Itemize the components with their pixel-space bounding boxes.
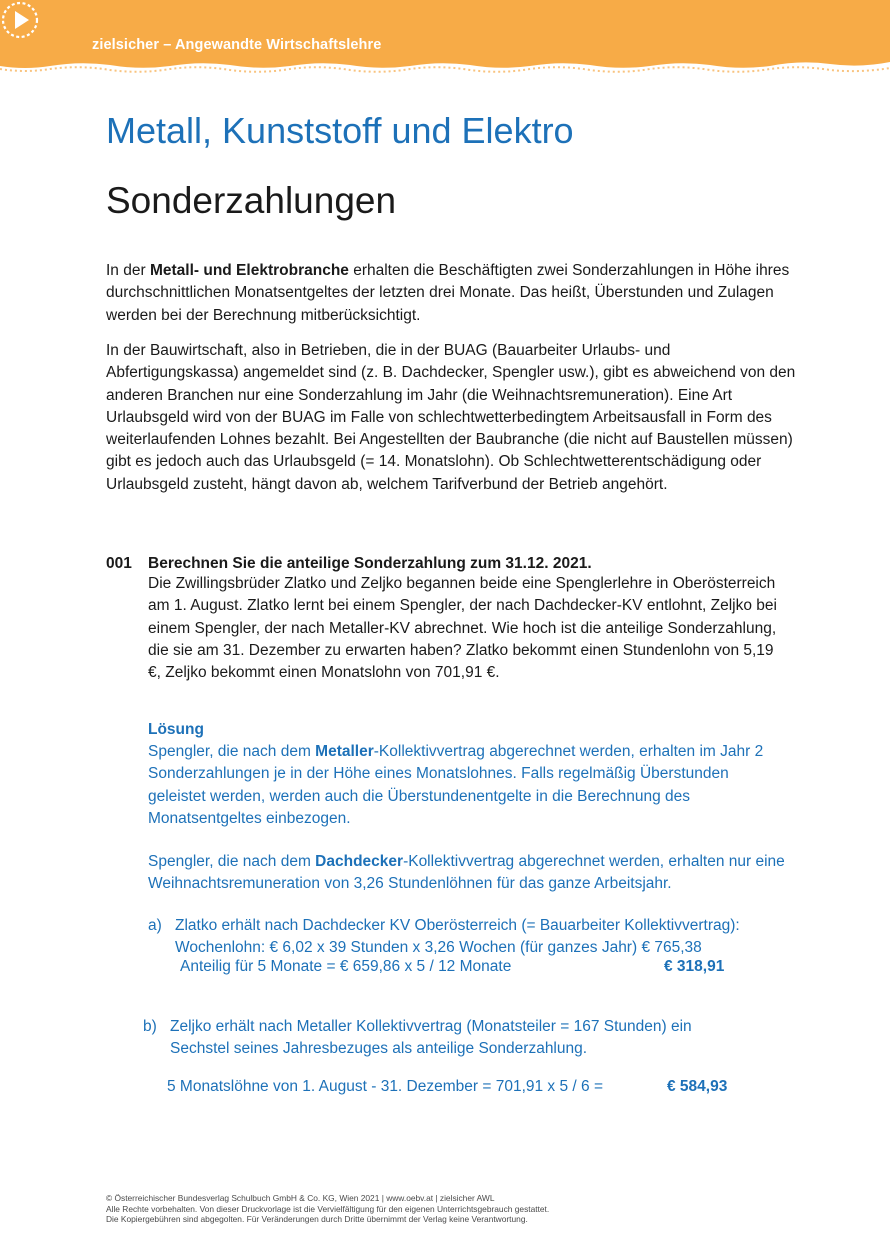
result-a: € 318,91 bbox=[664, 958, 725, 975]
solution-item-b: b) Zeljko erhält nach Metaller Kollektivvertrag (Monatsteiler = 167 Stunden) ein Sechstel seines Jahresbezuges als anteilige Sonderzahlung. bbox=[143, 1018, 692, 1058]
solution-paragraph-1: Spengler, die nach dem Metaller-Kollektivvertrag abgerechnet werden, erhalten im Jahr 2 Sonderzahlungen je in der Höhe eines Monatslohnes. Falls regelmäßig Überstunden geleistet werden, werden auch die Überstundenentgelte in die Berechnung des Monatsentgeltes einbezogen. bbox=[148, 743, 764, 827]
solution-item-a: a) Zlatko erhält nach Dachdecker KV Oberösterreich (= Bauarbeiter Kollektivvertrag): Wochenlohn: € 6,02 x 39 Stunden x 3,26 Wochen (für ganzes Jahr) € 765,38 bbox=[148, 917, 740, 957]
solution-heading: Lösung bbox=[148, 721, 204, 738]
calc-a: Anteilig für 5 Monate = € 659,86 x 5 / 12 Monate bbox=[180, 958, 512, 975]
play-circle-icon bbox=[0, 0, 40, 40]
header-banner bbox=[0, 0, 890, 82]
solution-paragraph-2: Spengler, die nach dem Dachdecker-Kollektivvertrag abgerechnet werden, erhalten nur eine Weihnachtsremuneration von 3,26 Stundenlöhnen für das ganze Arbeitsjahr. bbox=[148, 853, 785, 893]
item-label: b) bbox=[143, 1018, 157, 1035]
page-title: Metall, Kunststoff und Elektro bbox=[106, 110, 574, 151]
task-heading: 001 Berechnen Sie die anteilige Sonderzahlung zum 31.12. 2021. bbox=[106, 555, 592, 572]
result-b: € 584,93 bbox=[667, 1078, 728, 1095]
intro-paragraph-2: In der Bauwirtschaft, also in Betrieben, die in der BUAG (Bauarbeiter Urlaubs- und Abfertigungskassa) angemeldet sind (z. B. Dachdecker, Spengler usw.), gibt es abweichend von den anderen Branchen nur eine Sonderzahlung im Jahr (die Weihnachtsremuneration). Eine Art Urlaubsgeld wird von der BUAG im Falle von schlechtwetterbedingtem Arbeitsausfall in Form des weiterlaufenden Lohnes bezahlt. Bei Angestellten der Baubranche (die nicht auf Baustellen müssen) gibt es jedoch auch das Urlaubsgeld (= 14. Monatslohn). Ob Schlechtwetterentschädigung oder Urlaubsgeld zusteht, hängt davon ab, welchem Tarifverbund der Betrieb angehört. bbox=[106, 342, 796, 493]
task-body: Die Zwillingsbrüder Zlatko und Zeljko begannen beide eine Spenglerlehre in Oberösterreich am 1. August. Zlatko lernt bei einem Spengler, der nach Dachdecker-KV entlohnt, Zeljko bei einem Spengler, der nach Metaller-KV abrechnet. Wie hoch ist die anteilige Sonderzahlung, die sie am 31. Dezember zu erwarten haben? Zlatko bekommt einen Stundenlohn von 5,19 €, Zeljko bekommt einen Monatslohn von 701,91 €. bbox=[148, 575, 777, 682]
intro-paragraph-1: In der Metall- und Elektrobranche erhalten die Beschäftigten zwei Sonderzahlungen in Höhe ihres durchschnittlichen Monatsentgeltes der letzten drei Monate. Das heißt, Überstunden und Zulagen werden bei der Berechnung mitberücksichtigt. bbox=[106, 262, 790, 324]
task-number: 001 bbox=[106, 555, 132, 572]
copyright-footer: © Österreichischer Bundesverlag Schulbuch GmbH & Co. KG, Wien 2021 | www.oebv.at | zielsicher AWL Alle Rechte vorbehalten. Von dieser Druckvorlage ist die Vervielfältigung für den eigenen Unterrichtsgebrauch gestattet. Die Kopiergebühren sind abgegolten. Für Veränderungen durch Dritte übernimmt der Verlag keine Verantwortung. bbox=[106, 1193, 550, 1224]
page-subtitle: Sonderzahlungen bbox=[106, 180, 397, 221]
brand-name: zielsicher – Angewandte Wirtschaftslehre bbox=[92, 37, 382, 53]
calc-b: 5 Monatslöhne von 1. August - 31. Dezember = 701,91 x 5 / 6 = bbox=[167, 1078, 603, 1095]
item-label: a) bbox=[148, 917, 162, 934]
